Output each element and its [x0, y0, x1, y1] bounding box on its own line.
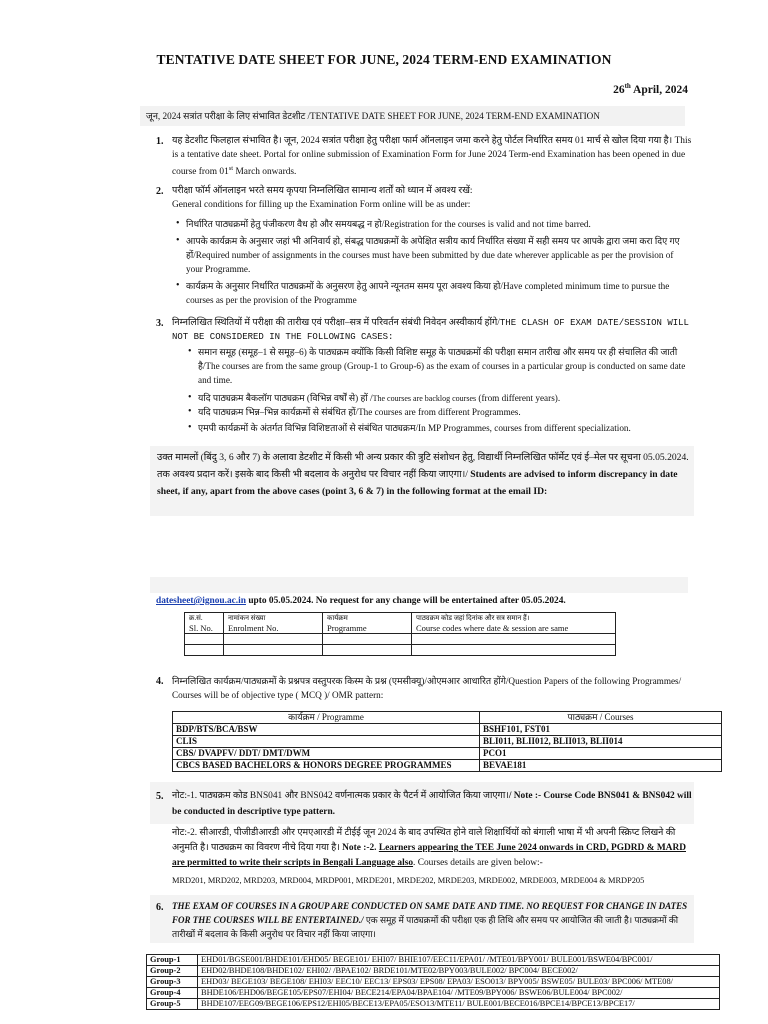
item-number: 6.	[156, 902, 164, 913]
table-row	[147, 966, 720, 977]
table-header-cell: नामांकन संख्या Enrolment No.	[224, 613, 323, 634]
mcq-courses-table	[172, 711, 722, 772]
programme-cell: CLIS	[173, 736, 480, 748]
group-name-cell: Group-2	[147, 966, 198, 977]
table-header-row	[185, 613, 616, 634]
item-number: 1.	[156, 136, 164, 147]
table-row	[173, 736, 722, 748]
table-row	[173, 724, 722, 736]
table-header-cell: कार्यक्रम / Programme	[173, 712, 480, 724]
clash-bullet: • एमपी कार्यक्रमों के अंतर्गत विभिन्न विशिष्टताओं से संबंधित पाठ्यक्रम/In MP Programmes, courses from different specialization.	[198, 421, 694, 435]
group-courses-cell: BHDE107/EEG09/BEGE106/EPS12/EHI05/BECE13/EPA05/ESO13/MTE11/ BULE001/BECE016/BPCE14/BPCE13/BPCE17/	[198, 999, 720, 1010]
programme-cell: CBCS BASED BACHELORS & HONORS DEGREE PROGRAMMES	[173, 760, 480, 772]
table-header-cell: पाठ्यक्रम / Courses	[480, 712, 722, 724]
discrepancy-note: उक्त मामलों (बिंदु 3, 6 और 7) के अलावा डेटशीट में किसी भी अन्य प्रकार की त्रुटि संशोधन हेतु, विद्यार्थी निम्नलिखित फॉर्मेट एवं ई–मेल पर सूचना 05.05.2024. तक अवश्य प्रदान करें। इसके बाद किसी भी बदलाव के अनुरोध पर विचार नहीं किया जाएगा।/ Students are advised to inform discrepancy in date sheet, if any, apart from the above cases (point 3, 6 & 7) in the following format at the email ID:	[157, 452, 689, 497]
item-3-intro: निम्नलिखित स्थितियों में परीक्षा की तारीख एवं परीक्षा–सत्र में परिवर्तन संबंधी निवेदन अस्वीकार्य होंगे/THE CLASH OF EXAM DATE/SESSION WILL NOT BE CONSIDERED IN THE FOLLOWING CASES:	[172, 318, 689, 342]
table-header-row	[173, 712, 722, 724]
group-courses-cell: BHDE106/EHD06/BEGE105/EPS07/EHI04/ BECE214/EPA04/BPAE104/ /MTE09/BPY006/ BSWE06/BULE004/ BPC002/	[198, 988, 720, 999]
condition-bullet: • कार्यक्रम के अनुसार निर्धारित पाठ्यक्रमों के अनुसरण हेतु आपने न्यूनतम समय पूरा अवश्य किया हो/Have completed minimum time to pursue the courses as per the provision of the Programme	[186, 279, 692, 307]
item-number: 5.	[156, 791, 164, 802]
table-row	[147, 999, 720, 1010]
item-6-text: THE EXAM OF COURSES IN A GROUP ARE CONDUCTED ON SAME DATE AND TIME. NO REQUEST FOR CHANGE IN DATES FOR THE COURSES WILL BE ENTERTAINED./ एक समूह में पाठ्यक्रमों की परीक्षा एक ही तिथि और समय पर आयोजित की जाती है। पाठ्यक्रमों की तारीखों में बदलाव के किसी अनुरोध पर विचार नहीं किया जाएगा।	[172, 901, 688, 939]
item-1-text: यह डेटशीट फिलहाल संभावित है। जून, 2024 सत्रांत परीक्षा हेतु परीक्षा फार्म ऑनलाइन जमा करने हेतु पोर्टल निर्धारित समय 01 मार्च से खोल दिया गया है। This is a tentative date sheet. Portal for online submission of Examination Form for June 2024 Term-end Examination has been opened in due course from 01st March onwards.	[172, 136, 692, 178]
item-number: 3.	[156, 318, 164, 329]
course-groups-table	[146, 954, 720, 1010]
clash-bullet: • समान समूह (समूह–1 से समूह–6) के पाठ्यक्रम क्योंकि किसी विशिष्ट समूह के पाठ्यक्रमों की परीक्षा समान तारीख और समय पर ही संचालित की जाती है/The courses are from the same group (Group-1 to Group-6) as the exam of courses in a particular group is conducted on same date and time.	[198, 345, 694, 387]
condition-bullet: • निर्धारित पाठ्यक्रमों हेतु पंजीकरण वैध हो और समयबद्ध न हो/Registration for the courses is valid and not time barred.	[186, 217, 692, 231]
item-5-note-1: नोट:-1. पाठ्यक्रम कोड BNS041 और BNS042 वर्णनात्मक प्रकार के पैटर्न में आयोजित किया जाएगा।/ Note :- Course Code BNS041 & BNS042 will be conducted in descriptive type pattern.	[172, 791, 692, 817]
bilingual-header-line: जून, 2024 सत्रांत परीक्षा के लिए संभावित डेटशीट /TENTATIVE DATE SHEET FOR JUNE, 2024 TERM-END EXAMINATION	[140, 106, 685, 126]
document-date: 26th April, 2024	[613, 82, 688, 96]
programme-cell: CBS/ DVAPFV/ DDT/ DMT/DWM	[173, 748, 480, 760]
blank-row	[150, 577, 688, 593]
page-title: TENTATIVE DATE SHEET FOR JUNE, 2024 TERM-END EXAMINATION	[156, 52, 612, 67]
courses-cell: PCO1	[480, 748, 722, 760]
table-row	[185, 645, 616, 656]
table-row	[147, 955, 720, 966]
clash-bullet: • यदि पाठ्यक्रम भिन्न–भिन्न कार्यक्रमों से संबंधित हों/The courses are from different Programmes.	[198, 405, 694, 419]
table-row	[173, 748, 722, 760]
item-number: 2.	[156, 186, 164, 197]
condition-bullet: • आपके कार्यक्रम के अनुसार जहां भी अनिवार्य हो, संबद्ध पाठ्यक्रमों के अपेक्षित सत्रीय कार्य निर्धारित संख्या में सही समय पर आपके द्वारा जमा करा दिए गए हों/Required number of assignments in the courses must have been submitted by due date wherever applicable as per the provision of your Programme.	[186, 234, 692, 276]
courses-cell: BEVAE181	[480, 760, 722, 772]
item-4-text: निम्नलिखित कार्यक्रम/पाठ्यक्रमों के प्रश्नपत्र वस्तुपरक किस्म के प्रश्न (एमसीक्यू)/ओएमआर आधारित होंगे/Question Papers of the following Programmes/ Courses will be of objective type ( MCQ )/ OMR pattern:	[172, 676, 682, 700]
email-link[interactable]: datesheet@ignou.ac.in	[156, 596, 246, 606]
group-courses-cell: EHD02/BHDE108/BHDE102/ EHI02/ /BPAE102/ BRDE101/MTE02/BPY003/BULE002/ BPC004/ BECE002/	[198, 966, 720, 977]
item-2-intro: परीक्षा फॉर्म ऑनलाइन भरते समय कृपया निम्नलिखित सामान्य शर्तों को ध्यान में अवश्य रखें: General conditions for filling up the Examination Form online will be as under:	[172, 186, 473, 210]
group-courses-cell: EHD01/BGSE001/BHDE101/EHD05/ BEGE101/ EHI07/ BHIE107/EEC11/EPA01/ /MTE01/BPY001/ BULE001/BSWE04/BPC001/	[198, 955, 720, 966]
group-name-cell: Group-5	[147, 999, 198, 1010]
item-number: 4.	[156, 676, 164, 687]
bengali-course-codes: MRD201, MRD202, MRD203, MRD004, MRDP001, MRDE201, MRDE202, MRDE203, MRDE002, MRDE003, MRDE004 & MRDP205	[172, 876, 645, 885]
table-header-cell: क्र.सं. Sl. No.	[185, 613, 224, 634]
table-row	[185, 634, 616, 645]
table-row	[147, 977, 720, 988]
discrepancy-format-table	[184, 612, 616, 656]
group-name-cell: Group-1	[147, 955, 198, 966]
clash-bullet: • यदि पाठ्यक्रम बैकलॉग पाठ्यक्रम (विभिन्न वर्षों से) हों /The courses are backlog courses (from different years).	[198, 391, 694, 406]
group-courses-cell: EHD03/ BEGE103/ BEGE108/ EHI03/ EEC10/ EEC13/ EPS03/ EPS08/ EPA03/ ESO013/ BPY005/ BSWE05/ BULE03/ BPC006/ MTE08/	[198, 977, 720, 988]
courses-cell: BSHF101, FST01	[480, 724, 722, 736]
table-row	[147, 988, 720, 999]
email-line: datesheet@ignou.ac.in upto 05.05.2024. No request for any change will be entertained after 05.05.2024.	[156, 596, 566, 606]
table-row	[173, 760, 722, 772]
programme-cell: BDP/BTS/BCA/BSW	[173, 724, 480, 736]
group-name-cell: Group-3	[147, 977, 198, 988]
table-header-cell: कार्यक्रम Programme	[323, 613, 412, 634]
courses-cell: BLI011, BLII012, BLII013, BLII014	[480, 736, 722, 748]
item-5-note-2: नोट:-2. सीआरडी, पीजीडीआरडी और एमएआरडी में टीईई जून 2024 के बाद उपस्थित होने वाले शिक्षार्थियों को बंगाली भाषा में भी अपनी स्क्रिप्ट लिखने की अनुमति है। पाठ्यक्रम का विवरण नीचे दिया गया है। Note :-2. Learners appearing the TEE June 2024 onwards in CRD, PGDRD & MARD are permitted to write their scripts in Bengali Language also. Courses details are given below:-	[172, 828, 686, 868]
group-name-cell: Group-4	[147, 988, 198, 999]
table-header-cell: पाठ्यक्रम कोड जहां दिनांक और सत्र समान हैं। Course codes where date & session are same	[412, 613, 616, 634]
